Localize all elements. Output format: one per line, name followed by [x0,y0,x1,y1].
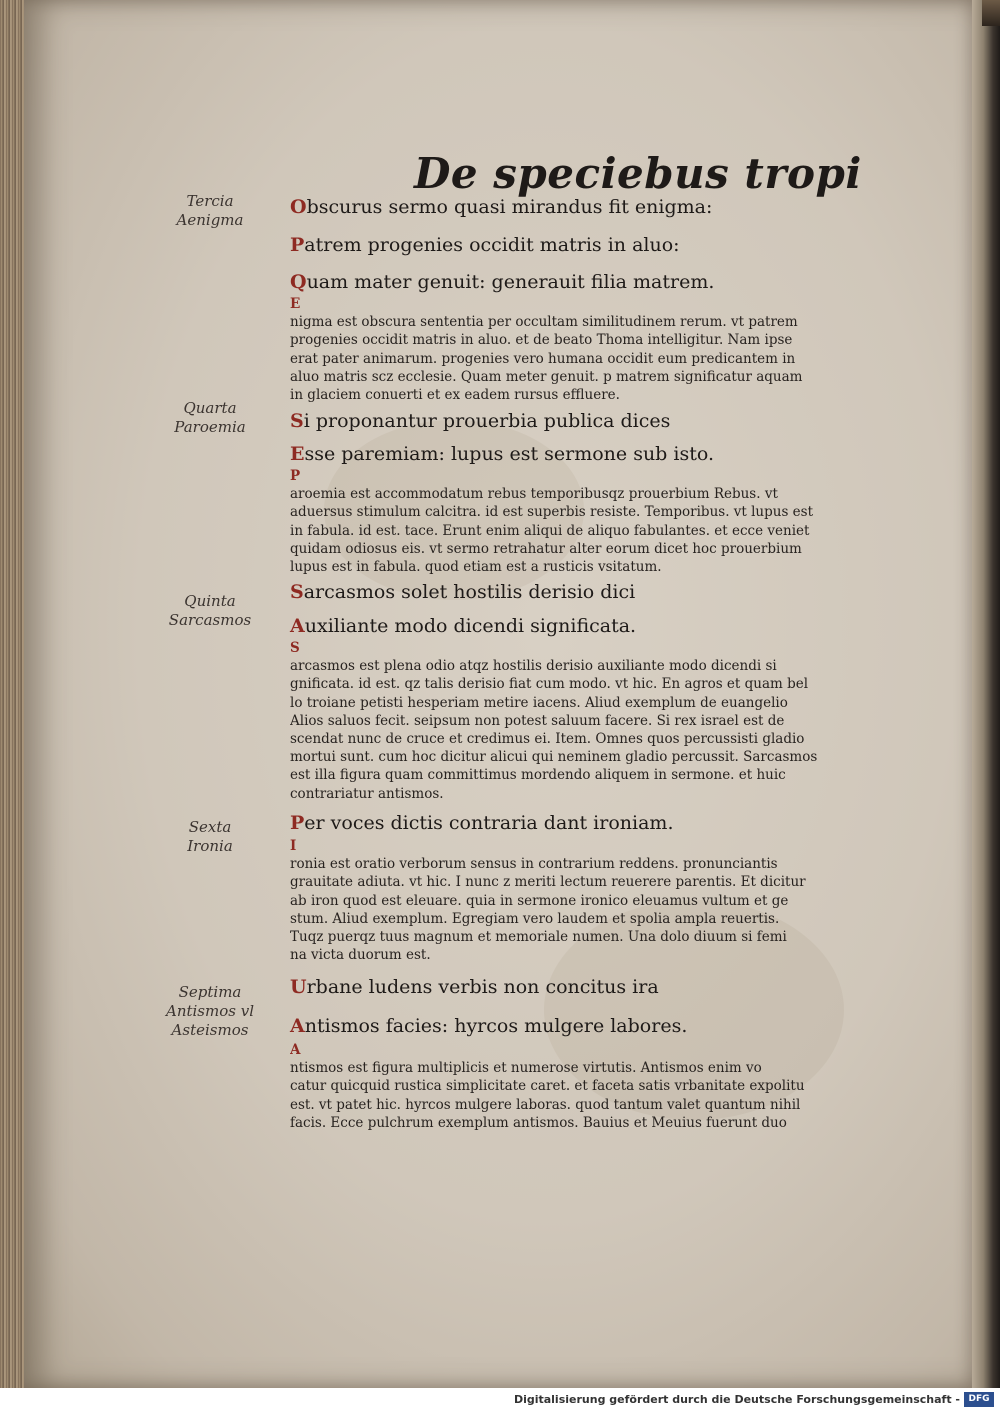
initial-letter: A [290,1042,301,1058]
verse-text: sse paremiam: lupus est sermone sub isto. [304,443,714,465]
commentary-block [290,639,855,803]
initial-letter: S [290,410,304,432]
side-note-line: Sexta [188,818,232,836]
commentary-line: na victa duorum est. [290,947,431,964]
commentary-line: in glaciem conuerti et ex eadem rursus effluere. [290,387,620,404]
side-note-line: Asteismos [171,1021,249,1039]
commentary-line: scendat nunc de cruce et credimus ei. Item. Omnes quos percussisti gladio [290,731,805,748]
commentary-block [290,295,855,404]
side-note-line: Quarta [183,399,237,417]
commentary-line: lupus est in fabula. quod etiam est a rusticis vsitatum. [290,559,662,576]
commentary-line: est illa figura quam committimus mordendo aliquem in sermone. et huic [290,767,786,784]
commentary-line: est. vt patet hic. hyrcos mulgere laboras. quod tantum valet quantum nihil [290,1096,801,1113]
commentary-line [290,639,855,675]
commentary-text: ntismos est figura multiplicis et numerose virtutis. Antismos enim vo [290,1060,762,1077]
dfg-logo-icon[interactable]: DFG [964,1392,994,1407]
side-note [150,192,270,230]
verse-text: rbane ludens verbis non concitus ira [306,976,659,998]
verse-line [290,581,890,604]
side-note [150,983,270,1040]
commentary-block [290,467,855,576]
side-note-line: Aenigma [176,211,244,229]
commentary-line: facis. Ecce pulchrum exemplum antismos. Bauius et Meuius fuerunt duo [290,1114,787,1131]
commentary-block [290,837,855,964]
commentary-line: mortui sunt. cum hoc dicitur alicui qui neminem gladio percussit. Sarcasmos [290,749,818,766]
verse-line [290,443,890,466]
initial-letter: O [290,196,307,218]
commentary-line: Alios saluos fecit. seipsum non potest saluum facere. Si rex israel est de [290,712,785,729]
side-note [150,592,270,630]
funding-notice: Digitalisierung gefördert durch die Deutsche Forschungsgemeinschaft - [513,1393,960,1406]
commentary-text: ronia est oratio verborum sensus in contrarium reddens. pronunciantis [290,856,778,873]
book-tab [982,0,1000,26]
commentary-line: catur quicquid rustica simplicitate caret. et faceta satis vrbanitate expolitu [290,1078,805,1095]
commentary-line: lo troiane petisti hesperiam metire iacens. Aliud exemplum de euangelio [290,694,788,711]
side-note [150,399,270,437]
verse-line [290,410,890,433]
initial-letter: A [290,615,305,637]
verse-text: uxiliante modo dicendi significata. [304,615,637,637]
page-title: De speciebus tropi [414,149,862,198]
side-note-line: Quinta [184,592,236,610]
commentary-line: grauitate adiuta. vt hic. I nunc z meriti lectum reuerere parentis. Et dicitur [290,874,806,891]
initial-letter: P [290,234,305,256]
verse-line [290,812,890,835]
initial-letter: E [290,296,301,312]
initial-letter: Q [290,271,307,293]
verse-line [290,976,890,999]
commentary-line: stum. Aliud exemplum. Egregiam vero laudem et spolia ampla reuertis. [290,910,780,927]
side-note [150,818,270,856]
commentary-line: gnificata. id est. qz talis derisio fiat cum modo. vt hic. En agros et quam bel [290,676,809,693]
initial-letter: S [290,581,304,603]
commentary-text: arcasmos est plena odio atqz hostilis derisio auxiliante modo dicendi si [290,658,777,675]
verse-text: arcasmos solet hostilis derisio dici [303,581,636,603]
side-note-line: Tercia [186,192,234,210]
commentary-line: in fabula. id est. tace. Erunt enim aliqui de aliquo fabulantes. et ecce veniet [290,522,810,539]
side-note-line: Paroemia [174,418,246,436]
initial-letter: E [290,443,305,465]
book-page-edge-right [972,0,1000,1388]
commentary-line: Tuqz puerqz tuus magnum et memoriale numen. Una dolo diuum si femi [290,929,787,946]
commentary-text: nigma est obscura sententia per occultam similitudinem rerum. vt patrem [290,314,798,331]
initial-letter: P [290,468,301,484]
commentary-line: aluo matris scz ecclesie. Quam meter genuit. p matrem significatur aquam [290,368,803,385]
verse-text: i proponantur prouerbia publica dices [303,410,671,432]
initial-letter: I [290,838,297,854]
commentary-line: contrariatur antismos. [290,785,444,802]
verse-line [290,234,890,257]
verse-text: atrem progenies occidit matris in aluo: [304,234,680,256]
verse-text: ntismos facies: hyrcos mulgere labores. [304,1015,688,1037]
initial-letter: A [290,1015,305,1037]
side-note-line: Septima [178,983,242,1001]
commentary-line: quidam odiosus eis. vt sermo retrahatur alter eorum dicet hoc prouerbium [290,540,802,557]
commentary-line [290,837,855,873]
verse-line [290,1015,890,1038]
verse-line [290,271,890,294]
verse-text: bscurus sermo quasi mirandus fit enigma: [306,196,713,218]
footer-bar [0,1388,1000,1411]
verse-text: er voces dictis contraria dant ironiam. [304,812,674,834]
book-page-edges-left [0,0,24,1388]
verse-line [290,615,890,638]
side-note-line: Antismos vl [165,1002,254,1020]
commentary-line: progenies occidit matris in aluo. et de beato Thoma intelligitur. Nam ipse [290,332,793,349]
commentary-line [290,1041,855,1077]
initial-letter: U [290,976,307,998]
commentary-line: erat pater animarum. progenies vero humana occidit eum predicantem in [290,350,796,367]
verse-line [290,196,890,219]
side-note-line: Ironia [187,837,233,855]
commentary-line [290,467,855,503]
commentary-line: aduersus stimulum calcitra. id est superbis resiste. Temporibus. vt lupus est [290,504,814,521]
initial-letter: S [290,640,300,656]
commentary-block [290,1041,855,1132]
verse-text: uam mater genuit: generauit filia matrem. [306,271,715,293]
initial-letter: P [290,812,305,834]
commentary-line [290,295,855,331]
commentary-line: ab iron quod est eleuare. quia in sermone ironico eleuamus vultum et ge [290,892,789,909]
side-note-line: Sarcasmos [168,611,252,629]
commentary-text: aroemia est accommodatum rebus temporibusqz prouerbium Rebus. vt [290,486,778,503]
